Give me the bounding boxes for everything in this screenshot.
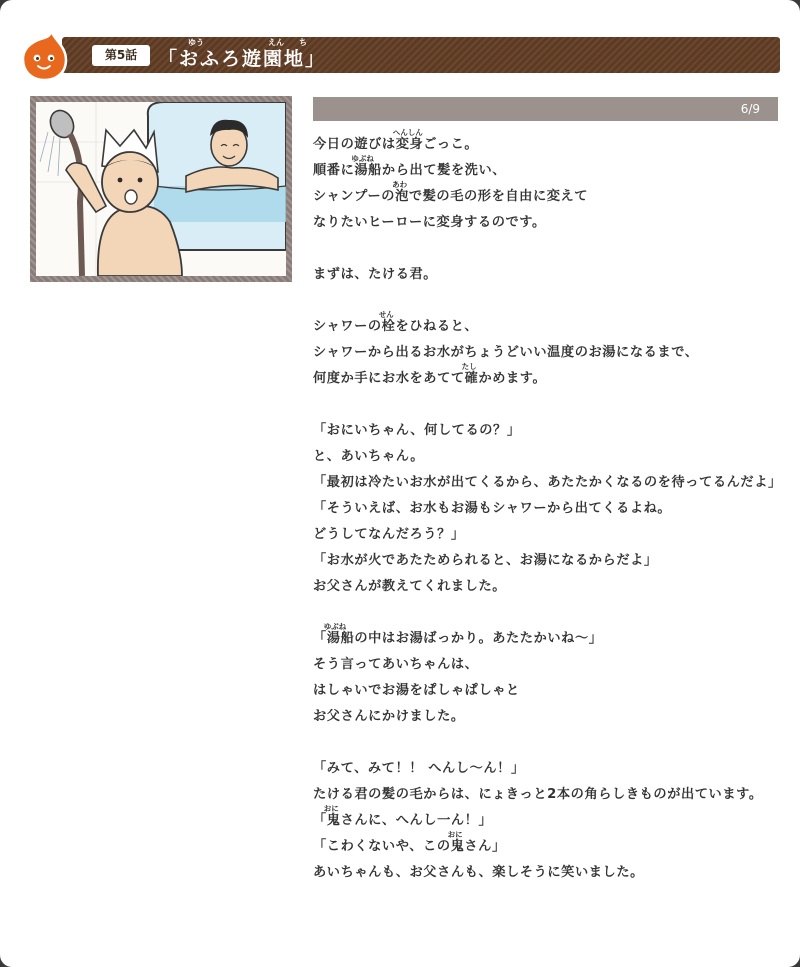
story-line: どうしてなんだろう？」: [313, 527, 465, 542]
story-line: あいちゃんも、お父さんも、楽しそうに笑いました。: [313, 865, 644, 880]
story-line: 「おにいちゃん、何してるの？」: [313, 423, 521, 438]
orange-flame-mascot-icon: [20, 26, 70, 82]
page-indicator-bar: [313, 97, 778, 121]
furigana: ゆぶね: [323, 622, 347, 631]
story-illustration: [36, 102, 286, 276]
story-line: はしゃいでお湯をぱしゃぱしゃと: [313, 683, 520, 698]
story-line: お父さんが教えてくれました。: [313, 579, 507, 594]
furigana: おに: [323, 804, 339, 813]
furigana: へんしん: [392, 128, 423, 137]
title-ruby: ゆう: [188, 38, 204, 47]
story-line: シャワーの栓をひねると、: [313, 319, 479, 334]
story-line: 「こわくないや、この鬼さん」: [313, 839, 506, 854]
furigana: せん: [378, 310, 394, 319]
story-line: シャンプーの泡で髪の毛の形を自由に変えて: [313, 189, 589, 204]
story-line: まずは、たける君。: [313, 267, 438, 282]
furigana: おに: [447, 830, 463, 839]
episode-number-badge: 第5話: [92, 45, 150, 66]
story-line: 何度か手にお水をあてて確かめます。: [313, 371, 547, 386]
story-line: たける君の髪の毛からは、にょきっと2本の角らしきものが出ています。: [313, 787, 763, 802]
story-line: 「鬼さんに、へんし一ん！」: [313, 813, 493, 828]
story-line: 「最初は冷たいお水が出てくるから、あたたかくなるのを待ってるんだよ」: [313, 475, 782, 490]
furigana: あわ: [392, 180, 408, 189]
bath-scene-drawing: [36, 102, 286, 276]
story-line: 「そういえば、お水もお湯もシャワーから出てくるよね。: [313, 501, 672, 516]
title-ruby: えん: [268, 38, 284, 47]
story-line: なりたいヒーローに変身するのです。: [313, 215, 546, 230]
story-line: お父さんにかけました。: [313, 709, 465, 724]
story-line: 順番に湯船から出て髪を洗い、: [313, 163, 507, 178]
page-number: 6/9: [740, 102, 760, 116]
episode-title: 「おふろ遊園地」: [158, 48, 327, 70]
story-line: 今日の遊びは変身ごっこ。: [313, 137, 479, 152]
title-ruby: ち: [299, 38, 307, 47]
story-line: そう言ってあいちゃんは、: [313, 657, 479, 672]
story-line: シャワーから出るお水がちょうどいい温度のお湯になるまで、: [313, 345, 699, 360]
furigana: たし: [461, 362, 477, 371]
story-line: 「みて、みて！！ へんし〜ん！」: [313, 761, 525, 776]
story-line: 「湯船の中はお湯ばっかり。あたたかいね〜」: [313, 631, 603, 646]
story-line: 「お水が火であたためられると、お湯になるからだよ」: [313, 553, 658, 568]
furigana: ゆぶね: [351, 154, 374, 163]
story-line: と、あいちゃん。: [313, 449, 425, 464]
